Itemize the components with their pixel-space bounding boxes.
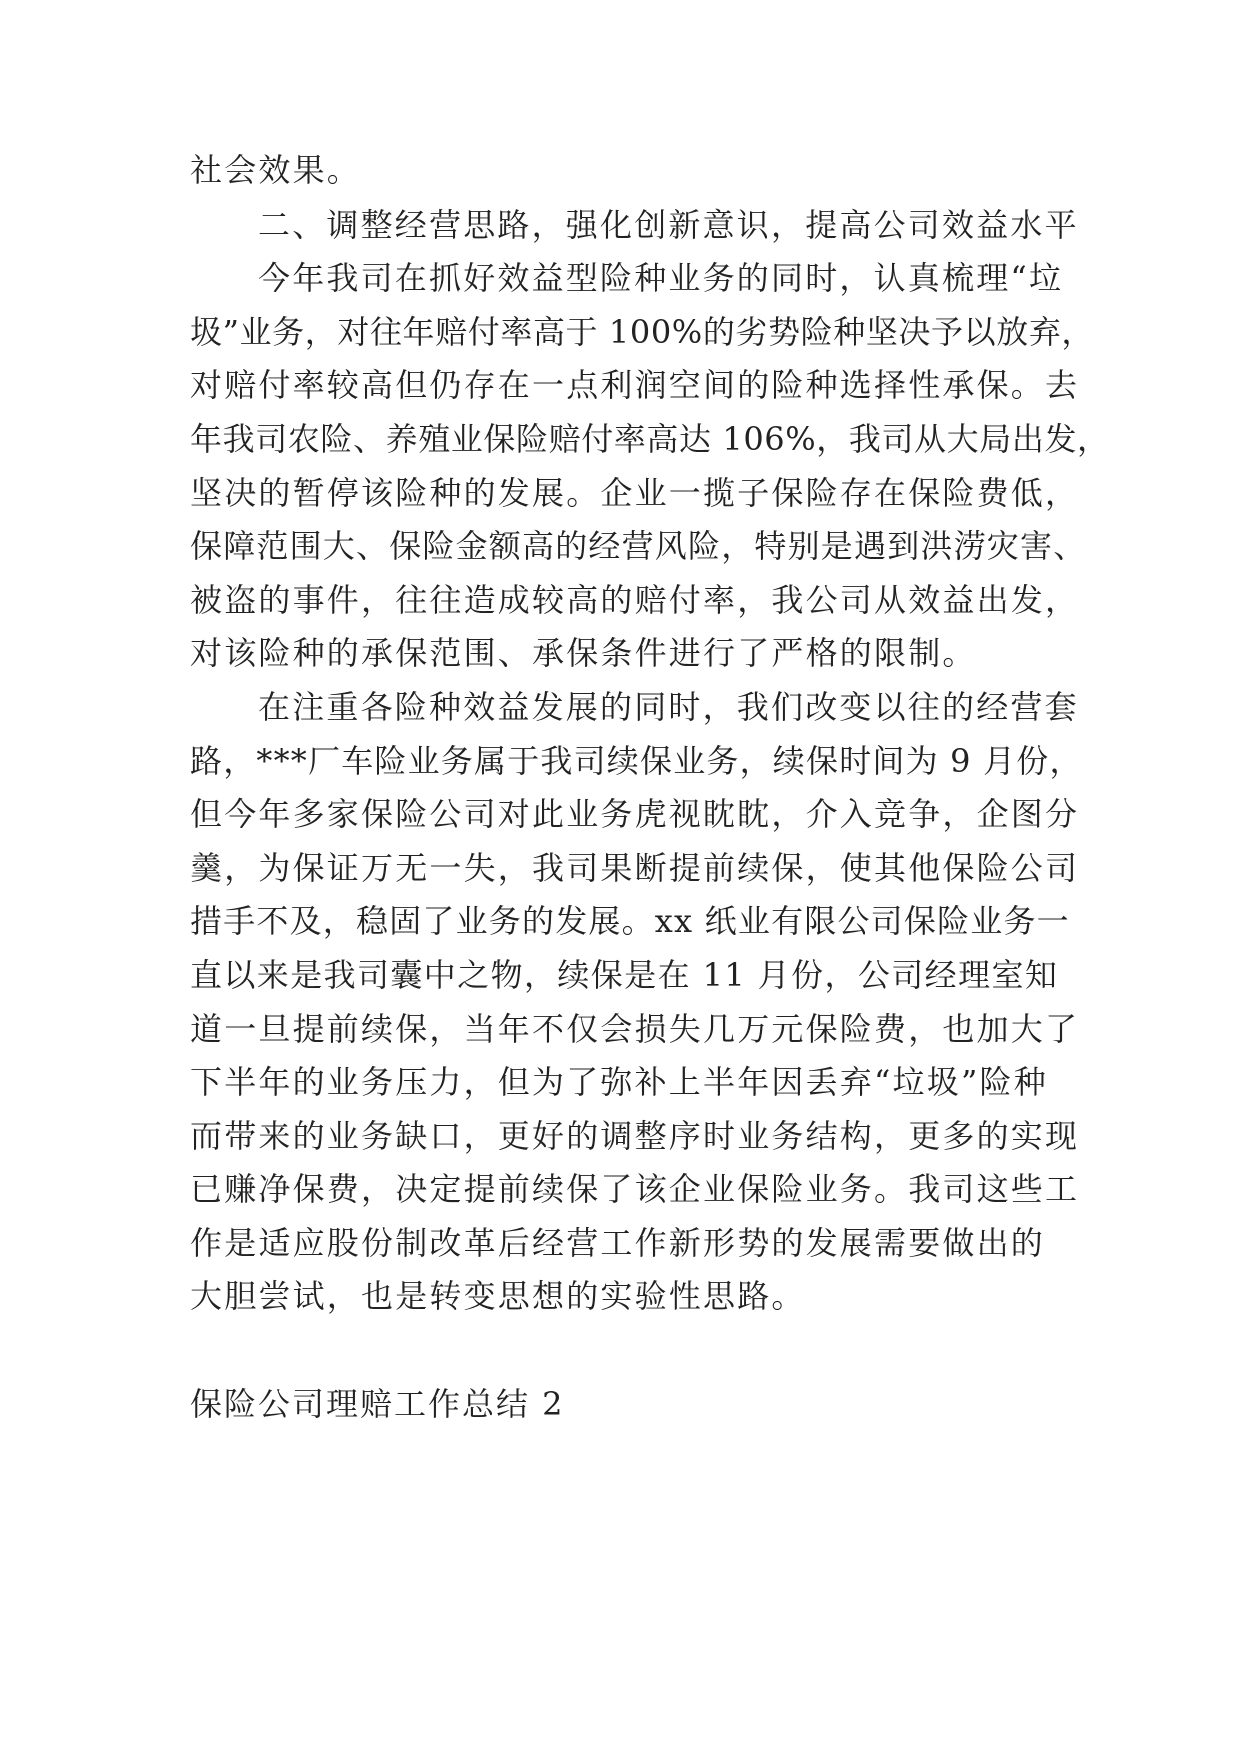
- paragraph-line: 保障范围大、保险金额高的经营风险，特别是遇到洪涝灾害、: [190, 527, 1087, 565]
- paragraph-line: 被盗的事件，往往造成较高的赔付率，我公司从效益出发，: [190, 581, 1080, 619]
- paragraph-line: 作是适应股份制改革后经营工作新形势的发展需要做出的: [190, 1224, 1046, 1262]
- paragraph-line: 羹，为保证万无一失，我司果断提前续保，使其他保险公司: [190, 849, 1080, 887]
- paragraph-line: 坚决的暂停该险种的发展。企业一揽子保险存在保险费低，: [190, 474, 1080, 512]
- paragraph-line: 年我司农险、养殖业保险赔付率高达 106%，我司从大局出发，: [190, 420, 1110, 458]
- paragraph-line: 社会效果。: [190, 151, 362, 189]
- paragraph-line: 大胆尝试，也是转变思想的实验性思路。: [190, 1277, 806, 1315]
- paragraph-line: 直以来是我司囊中之物，续保是在 11 月份，公司经理室知: [190, 956, 1059, 994]
- paragraph-line: 措手不及，稳固了业务的发展。xx 纸业有限公司保险业务一: [190, 902, 1070, 940]
- section-heading: 二、调整经营思路，强化创新意识，提高公司效益水平: [258, 206, 1079, 244]
- paragraph-line: 但今年多家保险公司对此业务虎视眈眈，介入竞争，企图分: [190, 795, 1080, 833]
- paragraph-line: 对该险种的承保范围、承保条件进行了严格的限制。: [190, 634, 977, 672]
- paragraph-line: 在注重各险种效益发展的同时，我们改变以往的经营套: [258, 688, 1079, 726]
- paragraph-line: 路，***厂车险业务属于我司续保业务，续保时间为 9 月份，: [190, 742, 1083, 780]
- paragraph-line: 下半年的业务压力，但为了弥补上半年因丢弃“垃圾”险种: [190, 1063, 1048, 1101]
- next-section-title: 保险公司理赔工作总结 2: [190, 1385, 565, 1423]
- paragraph-line: 今年我司在抓好效益型险种业务的同时，认真梳理“垃: [258, 259, 1064, 297]
- paragraph-line: 而带来的业务缺口，更好的调整序时业务结构，更多的实现: [190, 1117, 1080, 1155]
- paragraph-line: 圾”业务，对往年赔付率高于 100%的劣势险种坚决予以放弃，: [190, 313, 1095, 351]
- paragraph-line: 道一旦提前续保，当年不仅会损失几万元保险费，也加大了: [190, 1010, 1080, 1048]
- paragraph-line: 已赚净保费，决定提前续保了该企业保险业务。我司这些工: [190, 1170, 1080, 1208]
- paragraph-line: 对赔付率较高但仍存在一点利润空间的险种选择性承保。去: [190, 366, 1080, 404]
